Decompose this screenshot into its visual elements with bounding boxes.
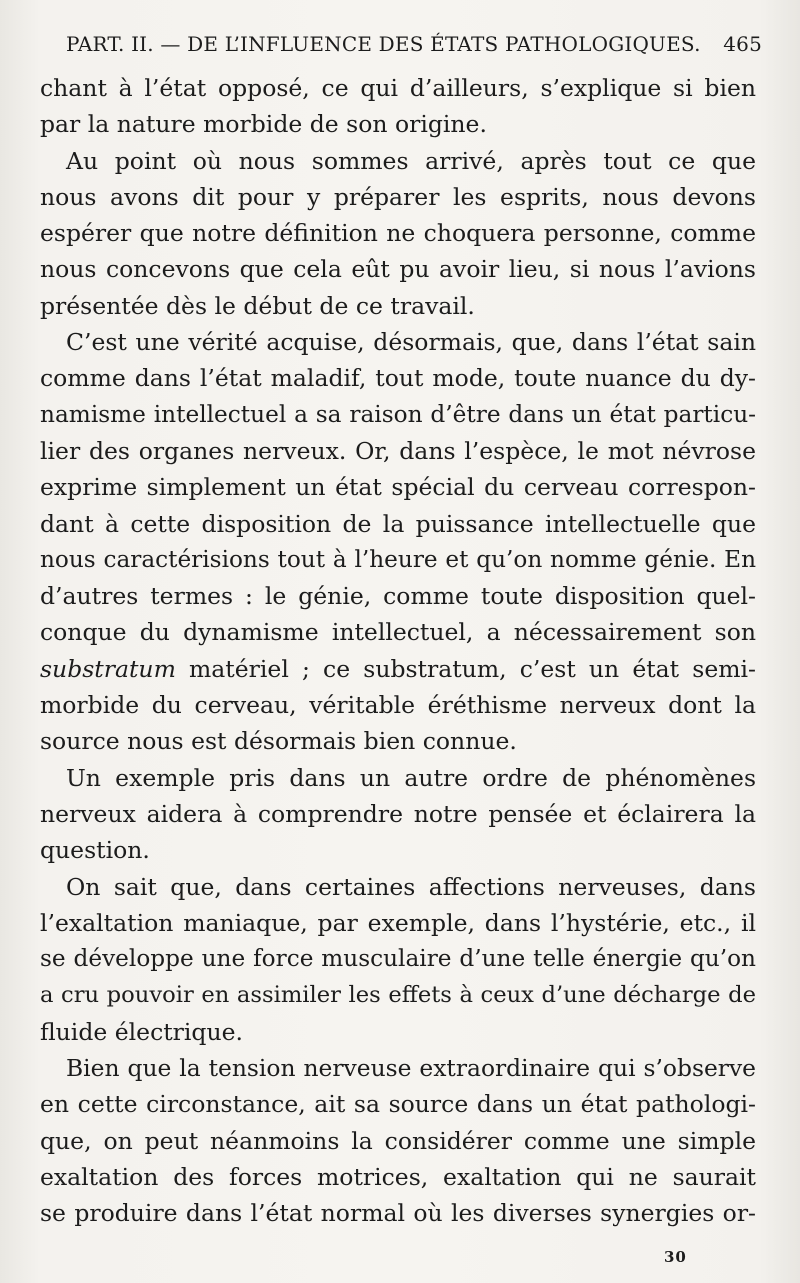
text-line: nerveux aidera à comprendre notre pensée et éclairera la bbox=[40, 799, 756, 828]
italic-word: substratum bbox=[40, 654, 176, 683]
text-line: par la nature morbide de son origine. bbox=[40, 110, 487, 139]
text-line: l’exaltation maniaque, par exemple, dans l’hystérie, etc., il bbox=[40, 908, 756, 937]
text-line-with-italic bbox=[40, 651, 756, 687]
text-line: morbide du cerveau, véritable éréthisme nerveux dont la bbox=[40, 691, 756, 720]
text-line: chant à l’état opposé, ce qui d’ailleurs, s’explique si bien bbox=[40, 74, 756, 102]
text-line: Au point où nous sommes arrivé, après tout ce que bbox=[66, 146, 756, 175]
text-line: conque du dynamisme intellectuel, a nécessairement son bbox=[40, 618, 756, 647]
text-line: question. bbox=[40, 836, 150, 865]
text-line: présentée dès le début de ce travail. bbox=[40, 291, 475, 320]
running-head-title: PART. II. — DE L’INFLUENCE DES ÉTATS PATHOLOGIQUES. bbox=[66, 32, 701, 56]
text-line: Un exemple pris dans un autre ordre de phénomènes bbox=[66, 763, 756, 792]
text-line-rest: matériel ; ce substratum, c’est un état semi- bbox=[189, 654, 756, 683]
text-line: d’autres termes : le génie, comme toute disposition quel- bbox=[40, 582, 756, 611]
text-line: nous caractérisions tout à l’heure et qu’on nomme génie. En bbox=[40, 545, 756, 573]
running-head bbox=[44, 32, 762, 62]
text-line: lier des organes nerveux. Or, dans l’espèce, le mot névrose bbox=[40, 436, 756, 465]
text-line: namisme intellectuel a sa raison d’être dans un état particu- bbox=[40, 400, 756, 428]
text-line: On sait que, dans certaines affections nerveuses, dans bbox=[66, 872, 756, 901]
signature-mark: 30 bbox=[664, 1248, 687, 1266]
text-line: espérer que notre définition ne choquera personne, comme bbox=[40, 219, 756, 248]
text-line: nous avons dit pour y préparer les esprits, nous devons bbox=[40, 182, 756, 211]
text-line: exprime simplement un état spécial du cerveau correspon- bbox=[40, 473, 756, 502]
body-text bbox=[40, 70, 756, 1232]
text-line: dant à cette disposition de la puissance intellectuelle que bbox=[40, 509, 756, 538]
text-line: C’est une vérité acquise, désormais, que, dans l’état sain bbox=[66, 328, 756, 357]
text-line: a cru pouvoir en assimiler les effets à ceux d’une décharge de bbox=[40, 982, 756, 1009]
text-line: exaltation des forces motrices, exaltation qui ne saurait bbox=[40, 1162, 756, 1191]
page-number: 465 bbox=[723, 32, 762, 56]
text-line: source nous est désormais bien connue. bbox=[40, 727, 517, 756]
text-line: fluide électrique. bbox=[40, 1017, 243, 1046]
text-line: se produire dans l’état normal où les diverses synergies or- bbox=[40, 1199, 756, 1228]
text-line: en cette circonstance, ait sa source dans un état pathologi- bbox=[40, 1090, 756, 1119]
text-line: Bien que la tension nerveuse extraordinaire qui s’observe bbox=[66, 1054, 756, 1083]
text-line: se développe une force musculaire d’une telle énergie qu’on bbox=[40, 945, 756, 973]
text-line: que, on peut néanmoins la considérer comme une simple bbox=[40, 1126, 756, 1155]
text-line: comme dans l’état maladif, tout mode, toute nuance du dy- bbox=[40, 364, 756, 393]
text-line: nous concevons que cela eût pu avoir lieu, si nous l’avions bbox=[40, 255, 756, 284]
